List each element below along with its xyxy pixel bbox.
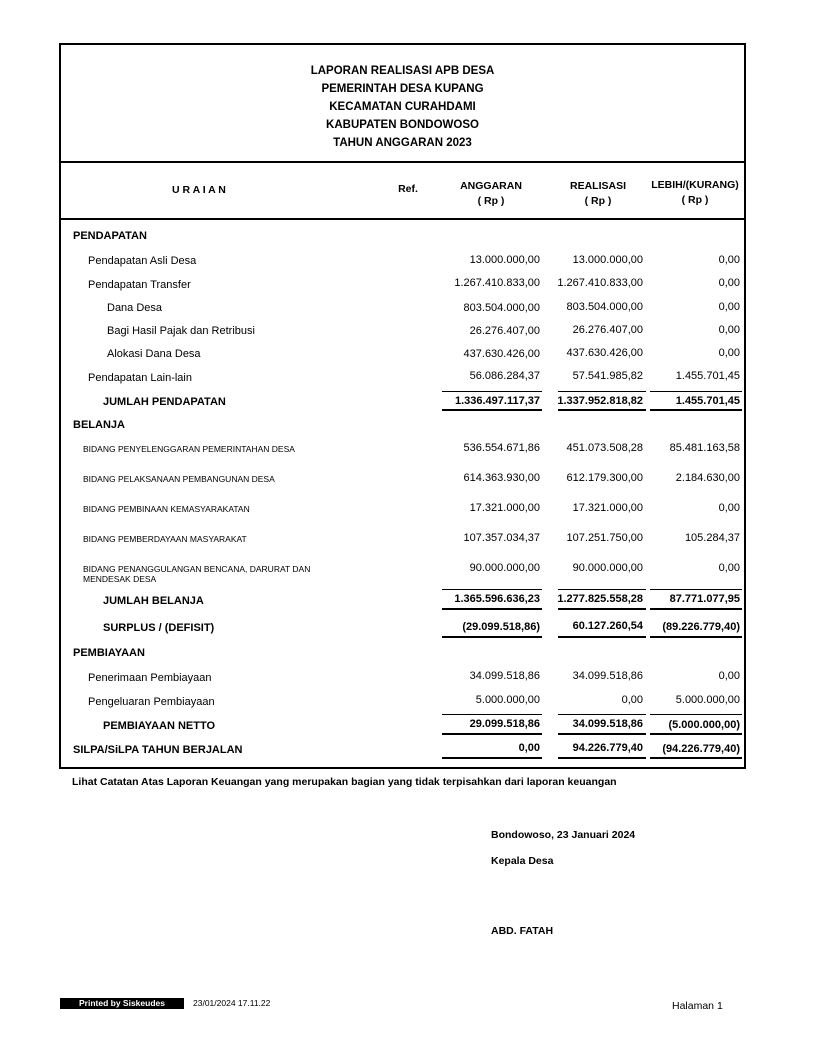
report-title-3: KECAMATAN CURAHDAMI xyxy=(329,101,476,113)
cell-lebih: 1.455.701,45 xyxy=(675,370,740,382)
section-pendapatan: PENDAPATAN xyxy=(73,230,147,242)
cell-realisasi: 612.179.300,00 xyxy=(566,472,643,484)
cell-lebih: 0,00 xyxy=(718,562,740,574)
total-realisasi: 1.277.825.558,28 xyxy=(557,593,643,605)
col-anggaran-unit: ( Rp ) xyxy=(477,195,505,207)
cell-lebih: 85.481.163,58 xyxy=(669,442,740,454)
cell-lebih: 0,00 xyxy=(718,301,740,313)
cell-lebih: 0,00 xyxy=(718,277,740,289)
cell-lebih: 0,00 xyxy=(718,254,740,266)
cell-lebih: 0,00 xyxy=(718,324,740,336)
total-rule xyxy=(558,733,646,735)
pembiayaan-netto-label: PEMBIAYAAN NETTO xyxy=(103,720,216,732)
subtotal-rule xyxy=(558,589,646,590)
total-rule xyxy=(442,733,542,735)
row-label: Dana Desa xyxy=(107,302,163,314)
total-anggaran: 1.365.596.636,23 xyxy=(454,593,540,605)
subtotal-rule xyxy=(442,391,542,392)
cell-realisasi: 17.321.000,00 xyxy=(572,502,643,514)
total-rule xyxy=(558,636,646,638)
cell-realisasi: 437.630.426,00 xyxy=(566,347,643,359)
cell-realisasi: 107.251.750,00 xyxy=(566,532,643,544)
signer-name: ABD. FATAH xyxy=(491,925,554,937)
section-pembiayaan: PEMBIAYAAN xyxy=(73,647,145,659)
cell-anggaran: 56.086.284,37 xyxy=(469,370,540,382)
cell-anggaran: 13.000.000,00 xyxy=(469,254,540,266)
total-rule xyxy=(442,608,542,610)
cell-lebih: 0,00 xyxy=(718,670,740,682)
page-number: Halaman 1 xyxy=(672,1000,723,1012)
total-belanja-label: JUMLAH BELANJA xyxy=(103,595,204,607)
cell-anggaran: 5.000.000,00 xyxy=(475,694,540,706)
surplus-label: SURPLUS / (DEFISIT) xyxy=(103,622,215,634)
cell-lebih: 105.284,37 xyxy=(684,532,740,544)
col-anggaran-header xyxy=(446,179,536,209)
cell-anggaran: 803.504.000,00 xyxy=(463,302,540,314)
col-lebih-header xyxy=(648,178,742,208)
report-title-4: KABUPATEN BONDOWOSO xyxy=(326,119,479,131)
subtotal-rule xyxy=(650,391,742,392)
cell-lebih: 5.000.000,00 xyxy=(675,694,740,706)
total-lebih: 87.771.077,95 xyxy=(669,593,740,605)
cell-anggaran: 437.630.426,00 xyxy=(463,348,540,360)
print-timestamp: 23/01/2024 17.11.22 xyxy=(193,998,271,1008)
row-label: Pendapatan Lain-lain xyxy=(88,372,192,384)
total-pendapatan-label: JUMLAH PENDAPATAN xyxy=(103,396,226,408)
cell-lebih: 0,00 xyxy=(718,347,740,359)
cell-realisasi: 0,00 xyxy=(621,694,643,706)
report-title-5: TAHUN ANGGARAN 2023 xyxy=(333,137,472,149)
cell-lebih: 2.184.630,00 xyxy=(675,472,740,484)
place-date: Bondowoso, 23 Januari 2024 xyxy=(491,829,636,841)
col-lebih-unit: ( Rp ) xyxy=(681,194,709,206)
total-rule xyxy=(442,757,542,759)
title-separator xyxy=(59,161,746,163)
total-rule xyxy=(442,636,542,638)
total-anggaran: 29.099.518,86 xyxy=(469,718,540,730)
footnote: Lihat Catatan Atas Laporan Keuangan yang merupakan bagian yang tidak terpisahkan dari laporan keuangan xyxy=(72,776,617,788)
total-rule xyxy=(650,409,742,411)
col-realisasi-unit: ( Rp ) xyxy=(584,195,612,207)
subtotal-rule xyxy=(442,589,542,590)
silpa-anggaran: 0,00 xyxy=(518,742,540,754)
cell-realisasi: 451.073.508,28 xyxy=(566,442,643,454)
subtotal-rule xyxy=(442,714,542,715)
col-realisasi-header xyxy=(553,179,643,209)
cell-anggaran: 26.276.407,00 xyxy=(469,325,540,337)
cell-realisasi: 57.541.985,82 xyxy=(572,370,643,382)
col-lebih-title: LEBIH/(KURANG) xyxy=(651,179,739,191)
subtotal-rule xyxy=(650,589,742,590)
section-belanja: BELANJA xyxy=(73,419,125,431)
row-label: Bagi Hasil Pajak dan Retribusi xyxy=(107,325,255,337)
total-lebih: (5.000.000,00) xyxy=(668,719,740,731)
row-label-cont: MENDESAK DESA xyxy=(83,574,157,584)
col-uraian-header: U R A I A N xyxy=(172,184,226,196)
cell-anggaran: 536.554.671,86 xyxy=(463,442,540,454)
col-realisasi-title: REALISASI xyxy=(569,180,626,192)
cell-anggaran: 17.321.000,00 xyxy=(469,502,540,514)
header-separator xyxy=(59,218,746,220)
total-rule xyxy=(650,757,742,759)
col-anggaran-title: ANGGARAN xyxy=(460,180,522,192)
cell-anggaran: 107.357.034,37 xyxy=(463,532,540,544)
printed-by-badge: Printed by Siskeudes xyxy=(60,998,184,1009)
cell-anggaran: 34.099.518,86 xyxy=(469,670,540,682)
surplus-anggaran: (29.099.518,86) xyxy=(462,621,540,633)
cell-realisasi: 26.276.407,00 xyxy=(572,324,643,336)
subtotal-rule xyxy=(558,714,646,715)
cell-realisasi: 1.267.410.833,00 xyxy=(557,277,643,289)
surplus-realisasi: 60.127.260,54 xyxy=(572,620,643,632)
silpa-label: SILPA/SiLPA TAHUN BERJALAN xyxy=(73,744,243,756)
silpa-lebih: (94.226.779,40) xyxy=(662,743,740,755)
row-label: Pendapatan Transfer xyxy=(88,279,191,291)
cell-anggaran: 614.363.930,00 xyxy=(463,472,540,484)
total-anggaran: 1.336.497.117,37 xyxy=(454,395,540,407)
total-rule xyxy=(650,608,742,610)
row-label: BIDANG PENYELENGGARAN PEMERINTAHAN DESA xyxy=(83,444,295,454)
cell-realisasi: 90.000.000,00 xyxy=(572,562,643,574)
silpa-realisasi: 94.226.779,40 xyxy=(572,742,643,754)
cell-anggaran: 90.000.000,00 xyxy=(469,562,540,574)
signer-position: Kepala Desa xyxy=(491,855,554,867)
cell-realisasi: 803.504.000,00 xyxy=(566,301,643,313)
row-label: Pengeluaran Pembiayaan xyxy=(88,696,215,708)
total-realisasi: 34.099.518,86 xyxy=(572,718,643,730)
row-label: BIDANG PEMBINAAN KEMASYARAKATAN xyxy=(83,504,250,514)
cell-realisasi: 34.099.518,86 xyxy=(572,670,643,682)
row-label: Pendapatan Asli Desa xyxy=(88,255,197,267)
report-title-2: PEMERINTAH DESA KUPANG xyxy=(321,83,484,95)
total-rule xyxy=(650,636,742,638)
col-ref-header: Ref. xyxy=(398,183,418,195)
report-title-1: LAPORAN REALISASI APB DESA xyxy=(310,65,495,77)
row-label: Alokasi Dana Desa xyxy=(107,348,201,360)
surplus-lebih: (89.226.779,40) xyxy=(662,621,740,633)
cell-lebih: 0,00 xyxy=(718,502,740,514)
subtotal-rule xyxy=(650,714,742,715)
row-label: BIDANG PELAKSANAAN PEMBANGUNAN DESA xyxy=(83,474,275,484)
total-rule xyxy=(558,757,646,759)
total-rule xyxy=(558,409,646,411)
row-label: BIDANG PEMBERDAYAAN MASYARAKAT xyxy=(83,534,247,544)
cell-realisasi: 13.000.000,00 xyxy=(572,254,643,266)
total-rule xyxy=(650,733,742,735)
row-label: BIDANG PENANGGULANGAN BENCANA, DARURAT DAN xyxy=(83,564,311,574)
subtotal-rule xyxy=(558,391,646,392)
row-label: Penerimaan Pembiayaan xyxy=(88,672,212,684)
total-rule xyxy=(558,608,646,610)
cell-anggaran: 1.267.410.833,00 xyxy=(454,277,540,289)
total-rule xyxy=(442,409,542,411)
total-realisasi: 1.337.952.818,82 xyxy=(557,395,643,407)
total-lebih: 1.455.701,45 xyxy=(675,395,740,407)
